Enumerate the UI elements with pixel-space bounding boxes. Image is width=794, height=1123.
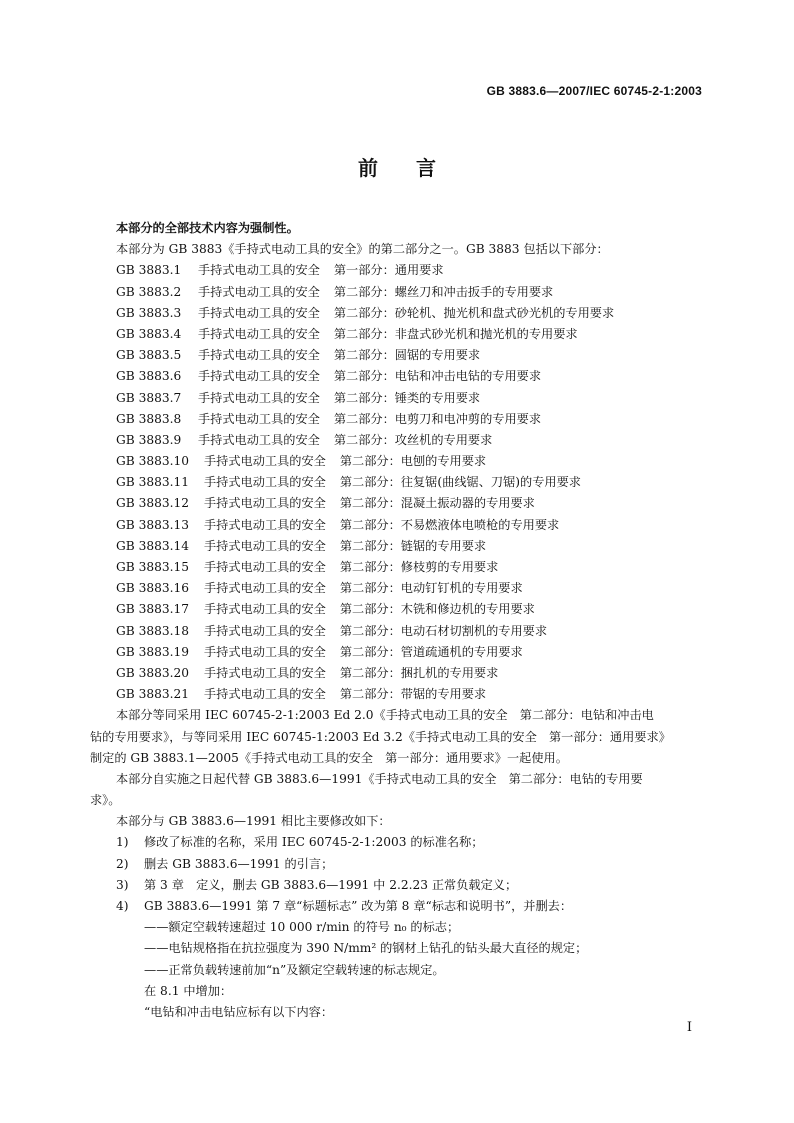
adoption-paragraph-line: 制定的 GB 3883.1—2005《手持式电动工具的安全 第一部分：通用要求》一起使用。: [90, 750, 568, 765]
change-item: 2) 删去 GB 3883.6—1991 的引言；: [116, 856, 334, 871]
sub-item: ——电钻规格指在抗拉强度为 390 N/mm² 的钢材上钻孔的钻头最大直径的规定；: [144, 941, 588, 956]
standard-item: GB 3883.14 手持式电动工具的安全 第二部分：链锯的专用要求: [116, 538, 487, 553]
title-char-1: 前: [358, 156, 378, 180]
replaces-paragraph-line: 本部分自实施之日起代替 GB 3883.6—1991《手持式电动工具的安全 第二部分：电钻的专用要: [116, 771, 643, 786]
standard-item: GB 3883.17 手持式电动工具的安全 第二部分：木铣和修边机的专用要求: [116, 602, 535, 617]
standard-item: GB 3883.8 手持式电动工具的安全 第二部分：电剪刀和电冲剪的专用要求: [116, 411, 542, 426]
change-item: 4) GB 3883.6—1991 第 7 章“标题标志” 改为第 8 章“标志和说明书”，并删去：: [116, 899, 573, 913]
page-title: [0, 152, 794, 181]
standard-item: GB 3883.19 手持式电动工具的安全 第二部分：管道疏通机的专用要求: [116, 644, 523, 659]
page-number: I: [686, 1020, 692, 1035]
standard-code: GB 3883.6—2007/IEC 60745-2-1:2003: [486, 84, 702, 98]
title-char-2: 言: [416, 156, 436, 180]
change-item: 3) 第 3 章 定义，删去 GB 3883.6—1991 中 2.2.23 正常负载定义；: [116, 877, 518, 892]
sub-item: 在 8.1 中增加：: [144, 983, 233, 998]
sub-item: “电钻和冲击电钻应标有以下内容：: [144, 1004, 334, 1019]
changes-intro: 本部分与 GB 3883.6—1991 相比主要修改如下：: [116, 814, 391, 829]
sub-item: ——正常负载转速前加“n”及额定空载转速的标志规定。: [144, 962, 445, 977]
standard-item: GB 3883.5 手持式电动工具的安全 第二部分：圆锯的专用要求: [116, 348, 481, 363]
standards-list: [116, 260, 708, 705]
standard-item: GB 3883.6 手持式电动工具的安全 第二部分：电钻和冲击电钻的专用要求: [116, 369, 542, 384]
standard-item: GB 3883.2 手持式电动工具的安全 第二部分：螺丝刀和冲击扳手的专用要求: [116, 284, 554, 299]
adoption-paragraph-line: 本部分等同采用 IEC 60745-2-1:2003 Ed 2.0《手持式电动工具的安全 第二部分：电钻和冲击电: [116, 708, 654, 723]
standard-item: GB 3883.15 手持式电动工具的安全 第二部分：修枝剪的专用要求: [116, 560, 499, 574]
standard-item: GB 3883.16 手持式电动工具的安全 第二部分：电动钉钉机的专用要求: [116, 581, 523, 596]
adoption-paragraph-line: 钻的专用要求》，与等同采用 IEC 60745-1:2003 Ed 3.2《手持式电动工具的安全 第一部分：通用要求》: [90, 729, 671, 744]
standard-item: GB 3883.10 手持式电动工具的安全 第二部分：电刨的专用要求: [116, 454, 487, 469]
standard-item: GB 3883.9 手持式电动工具的安全 第二部分：攻丝机的专用要求: [116, 432, 493, 447]
standard-item: GB 3883.4 手持式电动工具的安全 第二部分：非盘式砂光机和抛光机的专用要求: [116, 326, 578, 341]
standard-item: GB 3883.20 手持式电动工具的安全 第二部分：捆扎机的专用要求: [116, 665, 499, 680]
standard-item: GB 3883.18 手持式电动工具的安全 第二部分：电动石材切割机的专用要求: [116, 623, 548, 638]
standard-item: GB 3883.7 手持式电动工具的安全 第二部分：锤类的专用要求: [116, 390, 481, 405]
standard-item: GB 3883.12 手持式电动工具的安全 第二部分：混凝土振动器的专用要求: [116, 496, 535, 511]
sub-item: ——额定空载转速超过 10 000 r/min 的符号 n₀ 的标志；: [144, 920, 460, 935]
mandatory-statement: 本部分的全部技术内容为强制性。: [116, 221, 299, 235]
standard-item: GB 3883.21 手持式电动工具的安全 第二部分：带锯的专用要求: [116, 687, 487, 702]
series-statement: 本部分为 GB 3883《手持式电动工具的安全》的第二部分之一。GB 3883 包括以下部分：: [116, 242, 609, 257]
standard-item: GB 3883.11 手持式电动工具的安全 第二部分：往复锯(曲线锯、刀锯)的专用要求: [116, 475, 581, 490]
standard-item: GB 3883.1 手持式电动工具的安全 第一部分：通用要求: [116, 263, 444, 278]
document-body: [90, 218, 708, 1023]
standard-item: GB 3883.13 手持式电动工具的安全 第二部分：不易燃液体电喷枪的专用要求: [116, 517, 560, 532]
standard-item: GB 3883.3 手持式电动工具的安全 第二部分：砂轮机、抛光机和盘式砂光机的专用要求: [116, 305, 615, 320]
change-item: 1) 修改了标准的名称，采用 IEC 60745-2-1:2003 的标准名称；: [116, 835, 484, 850]
replaces-paragraph-line: 求》。: [90, 793, 121, 808]
